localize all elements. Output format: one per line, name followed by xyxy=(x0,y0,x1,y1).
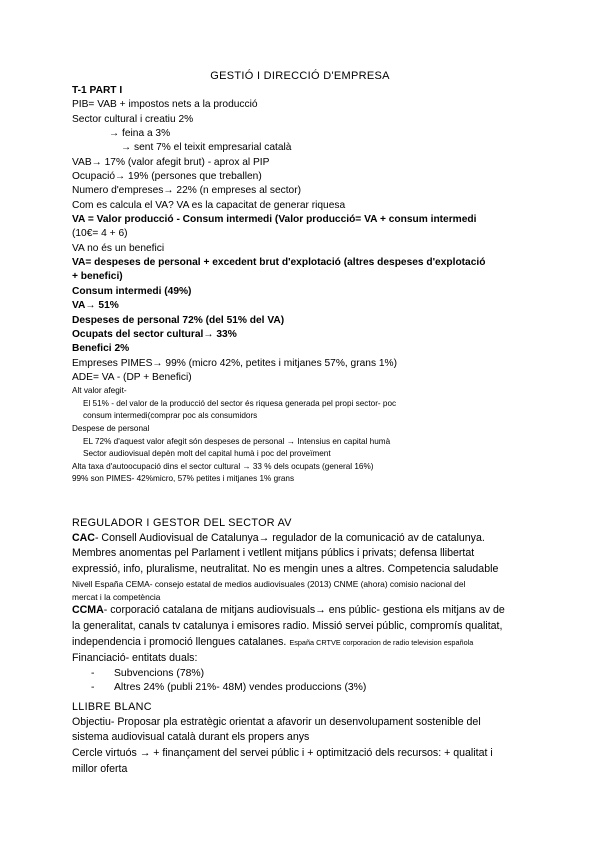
text-line: Ocupació→ 19% (persones que treballen) xyxy=(72,171,262,183)
text-line: Ocupats del sector cultural→ 33% xyxy=(72,328,237,340)
ccma-line xyxy=(72,603,542,619)
list-item-text: Subvencions (78%) xyxy=(114,667,205,679)
ccma-text-3: independencia i promoció llengues catalanes. xyxy=(72,636,287,649)
text-line: → sent 7% el teixit empresarial català xyxy=(121,142,292,154)
list-item: - Altres 24% (publi 21%- 48M) vendes produccions (3%) xyxy=(91,682,367,694)
text-line: (10€= 4 + 6) xyxy=(72,228,128,240)
section-heading: REGULADOR I GESTOR DEL SECTOR AV xyxy=(72,517,292,529)
text-line: Sector cultural i creatiu 2% xyxy=(72,113,194,125)
part1-section xyxy=(72,84,542,486)
text-line: expressió, info, pluralisme, neutralitat. No es mengin unes a altres. Competencia saludable xyxy=(72,563,499,576)
text-line: VA= despeses de personal + excedent brut d'explotació (altres despeses d'explotació xyxy=(72,257,486,269)
ccma-note: España CRTVE corporacion de radio television española xyxy=(289,638,474,648)
small-text-line: mercat i la competència xyxy=(72,591,161,602)
small-text-line: Despese de personal xyxy=(72,424,150,433)
text-line: → feina a 3% xyxy=(109,128,171,140)
section-heading: LLIBRE BLANC xyxy=(72,701,152,713)
text-line: millor oferta xyxy=(72,762,128,775)
ccma-label: CCMA xyxy=(72,604,104,617)
small-text-line: EL 72% d'aquest valor afegit són despeses de personal → Intensius en capital humà xyxy=(83,436,391,446)
text-line: Numero d'empreses→ 22% (n empreses al sector) xyxy=(72,185,301,197)
cac-label: CAC xyxy=(72,531,95,544)
part1-heading: T-1 PART I xyxy=(72,85,123,96)
text-line: + benefici) xyxy=(72,271,123,283)
small-text-line: Sector audiovisual depèn molt del capital humà i poc del proveïment xyxy=(83,449,331,459)
text-line: VA no és un benefici xyxy=(72,242,165,254)
small-text-line: Alta taxa d'autoocupació dins el sector cultural → 33 % dels ocupats (general 16%) xyxy=(72,461,374,471)
cac-line xyxy=(72,531,542,547)
text-line: VAB→ 17% (valor afegit brut) - aprox al PIP xyxy=(72,156,270,168)
text-line: Membres anomentas pel Parlament i vetllent mitjans públics i privats; defensa llibertat xyxy=(72,547,475,560)
cac-text: - Consell Audiovisual de Catalunya→ regulador de la comunicació av de catalunya. xyxy=(94,531,485,544)
small-text-line: consum intermedi(comprar poc als consumidors xyxy=(83,411,258,421)
llibre-blanc-section xyxy=(72,700,542,778)
ccma-text: - corporació catalana de mitjans audiovisuals→ ens públic- gestiona els mitjans av de xyxy=(103,604,505,617)
text-line: VA = Valor producció - Consum intermedi (Valor producció= VA + consum intermedi xyxy=(72,214,477,226)
text-line: Com es calcula el VA? VA es la capacitat de generar riquesa xyxy=(72,199,346,211)
text-line: VA→ 51% xyxy=(72,300,119,312)
small-text-line: 99% son PIMES- 42%micro, 57% petites i mitjanes 1% grans xyxy=(72,474,295,484)
text-line: Cercle virtuós → + finançament del servei públic i + optimització dels recursos: + qualitat i xyxy=(72,747,493,760)
text-line: la generalitat, canals tv catalunya i emisores radio. Missió servei públic, compromís qualitat, xyxy=(72,620,503,633)
text-line: Financiació- entitats duals: xyxy=(72,651,198,664)
regulator-section xyxy=(72,516,542,696)
text-line: Benefici 2% xyxy=(72,343,130,355)
list-item-text: Altres 24% (publi 21%- 48M) vendes produccions (3%) xyxy=(114,682,367,694)
ccma-line3 xyxy=(72,635,542,651)
page-title: GESTIÓ I DIRECCIÓ D'EMPRESA xyxy=(210,70,390,82)
text-line: Empreses PIMES→ 99% (micro 42%, petites i mitjanes 57%, grans 1%) xyxy=(72,357,397,369)
small-text-line: Nivell España CEMA- consejo estatal de medios audiovisuales (2013) CNME (ahora) comisio nacional del xyxy=(72,578,466,589)
list-item: - Subvencions (78%) xyxy=(91,667,205,679)
text-line: Despeses de personal 72% (del 51% del VA) xyxy=(72,314,285,326)
text-line: PIB= VAB + impostos nets a la producció xyxy=(72,99,258,111)
text-line: sistema audiovisual català durant els propers anys xyxy=(72,731,310,744)
text-line: Consum intermedi (49%) xyxy=(72,285,192,297)
small-text-line: Alt valor afegit- xyxy=(72,386,127,396)
small-text-line: El 51% - del valor de la producció del sector és riquesa generada pel propi sector- poc xyxy=(83,398,397,408)
text-line: ADE= VA - (DP + Benefici) xyxy=(72,371,192,383)
text-line: Objectiu- Proposar pla estratègic orientat a afavorir un desenvolupament sostenible del xyxy=(72,715,481,728)
